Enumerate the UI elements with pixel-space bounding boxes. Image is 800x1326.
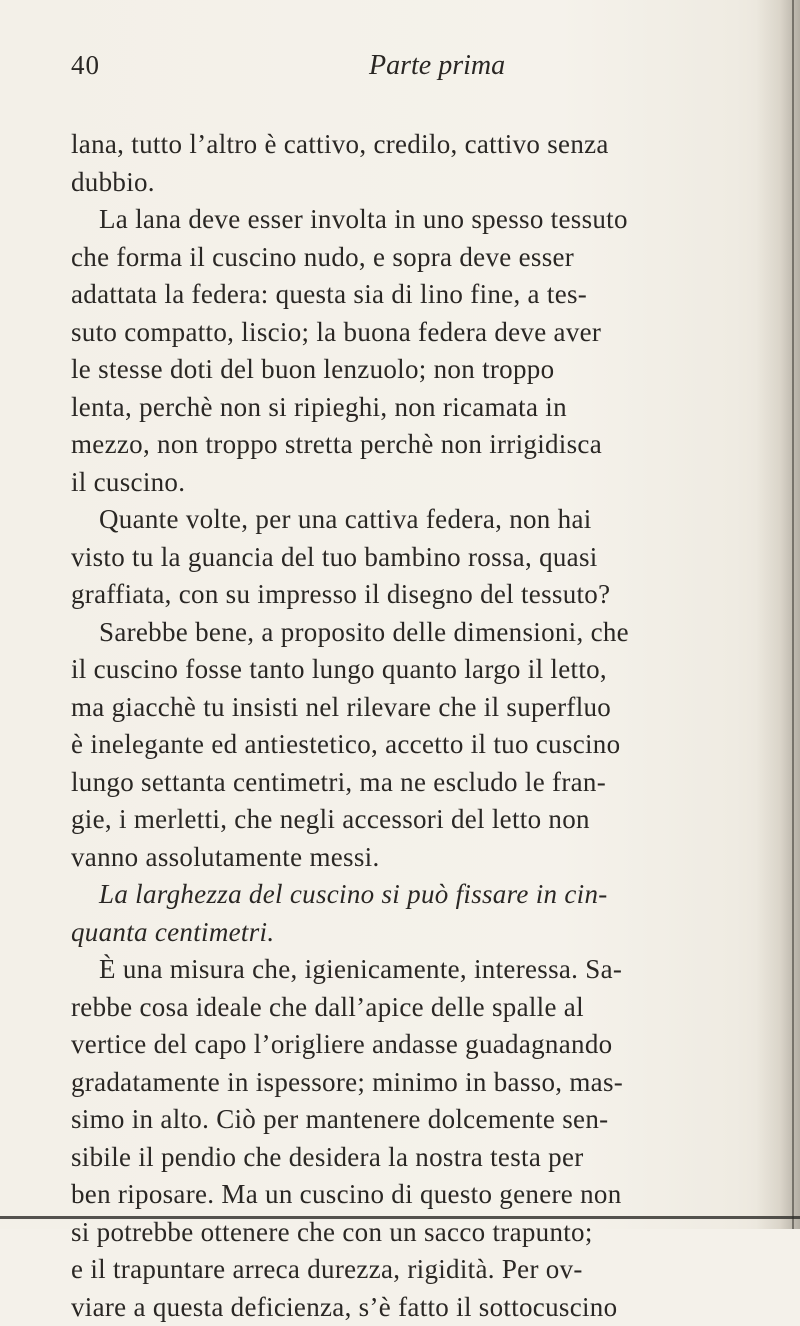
text-line: che forma il cuscino nudo, e sopra deve esser [71,239,765,277]
text-line: si potrebbe ottenere che con un sacco trapunto; [71,1214,765,1252]
text-line-italic: quanta centimetri. [71,914,765,952]
text-line: gie, i merletti, che negli accessori del letto non [71,801,765,839]
page-number: 40 [71,50,100,81]
text-line: il cuscino. [71,464,765,502]
text-line: dubbio. [71,164,765,202]
page-header [71,50,761,90]
running-head: Parte prima [369,50,505,82]
text-line: Quante volte, per una cattiva federa, non hai [71,501,765,539]
text-line: sibile il pendio che desidera la nostra testa per [71,1139,765,1177]
text-line: è inelegante ed antiestetico, accetto il tuo cuscino [71,726,765,764]
text-line: È una misura che, igienicamente, interessa. Sa- [71,951,765,989]
text-line: e il trapuntare arreca durezza, rigidità. Per ov- [71,1251,765,1289]
text-line: rebbe cosa ideale che dall’apice delle spalle al [71,989,765,1027]
text-line: ben riposare. Ma un cuscino di questo genere non [71,1176,765,1214]
text-line: lungo settanta centimetri, ma ne escludo le fran- [71,764,765,802]
text-line: graffiata, con su impresso il disegno del tessuto? [71,576,765,614]
text-line: suto compatto, liscio; la buona federa deve aver [71,314,765,352]
text-line: lenta, perchè non si ripieghi, non ricamata in [71,389,765,427]
text-line: vanno assolutamente messi. [71,839,765,877]
text-line: viare a questa deficienza, s’è fatto il sottocuscino [71,1289,765,1326]
text-line: simo in alto. Ciò per mantenere dolcemente sen- [71,1101,765,1139]
text-line: Sarebbe bene, a proposito delle dimensioni, che [71,614,765,652]
text-line: gradatamente in ispessore; minimo in basso, mas- [71,1064,765,1102]
text-line: vertice del capo l’origliere andasse guadagnando [71,1026,765,1064]
text-line-italic: La larghezza del cuscino si può fissare in cin- [71,876,765,914]
text-line: adattata la federa: questa sia di lino fine, a tes- [71,276,765,314]
text-line: lana, tutto l’altro è cattivo, credilo, cattivo senza [71,126,765,164]
page-edge-line [792,0,794,1229]
text-line: le stesse doti del buon lenzuolo; non troppo [71,351,765,389]
text-line: visto tu la guancia del tuo bambino rossa, quasi [71,539,765,577]
text-line: il cuscino fosse tanto lungo quanto largo il letto, [71,651,765,689]
text-line: mezzo, non troppo stretta perchè non irrigidisca [71,426,765,464]
text-line: ma giacchè tu insisti nel rilevare che il superfluo [71,689,765,727]
body-text [71,126,765,1326]
text-line: La lana deve esser involta in uno spesso tessuto [71,201,765,239]
